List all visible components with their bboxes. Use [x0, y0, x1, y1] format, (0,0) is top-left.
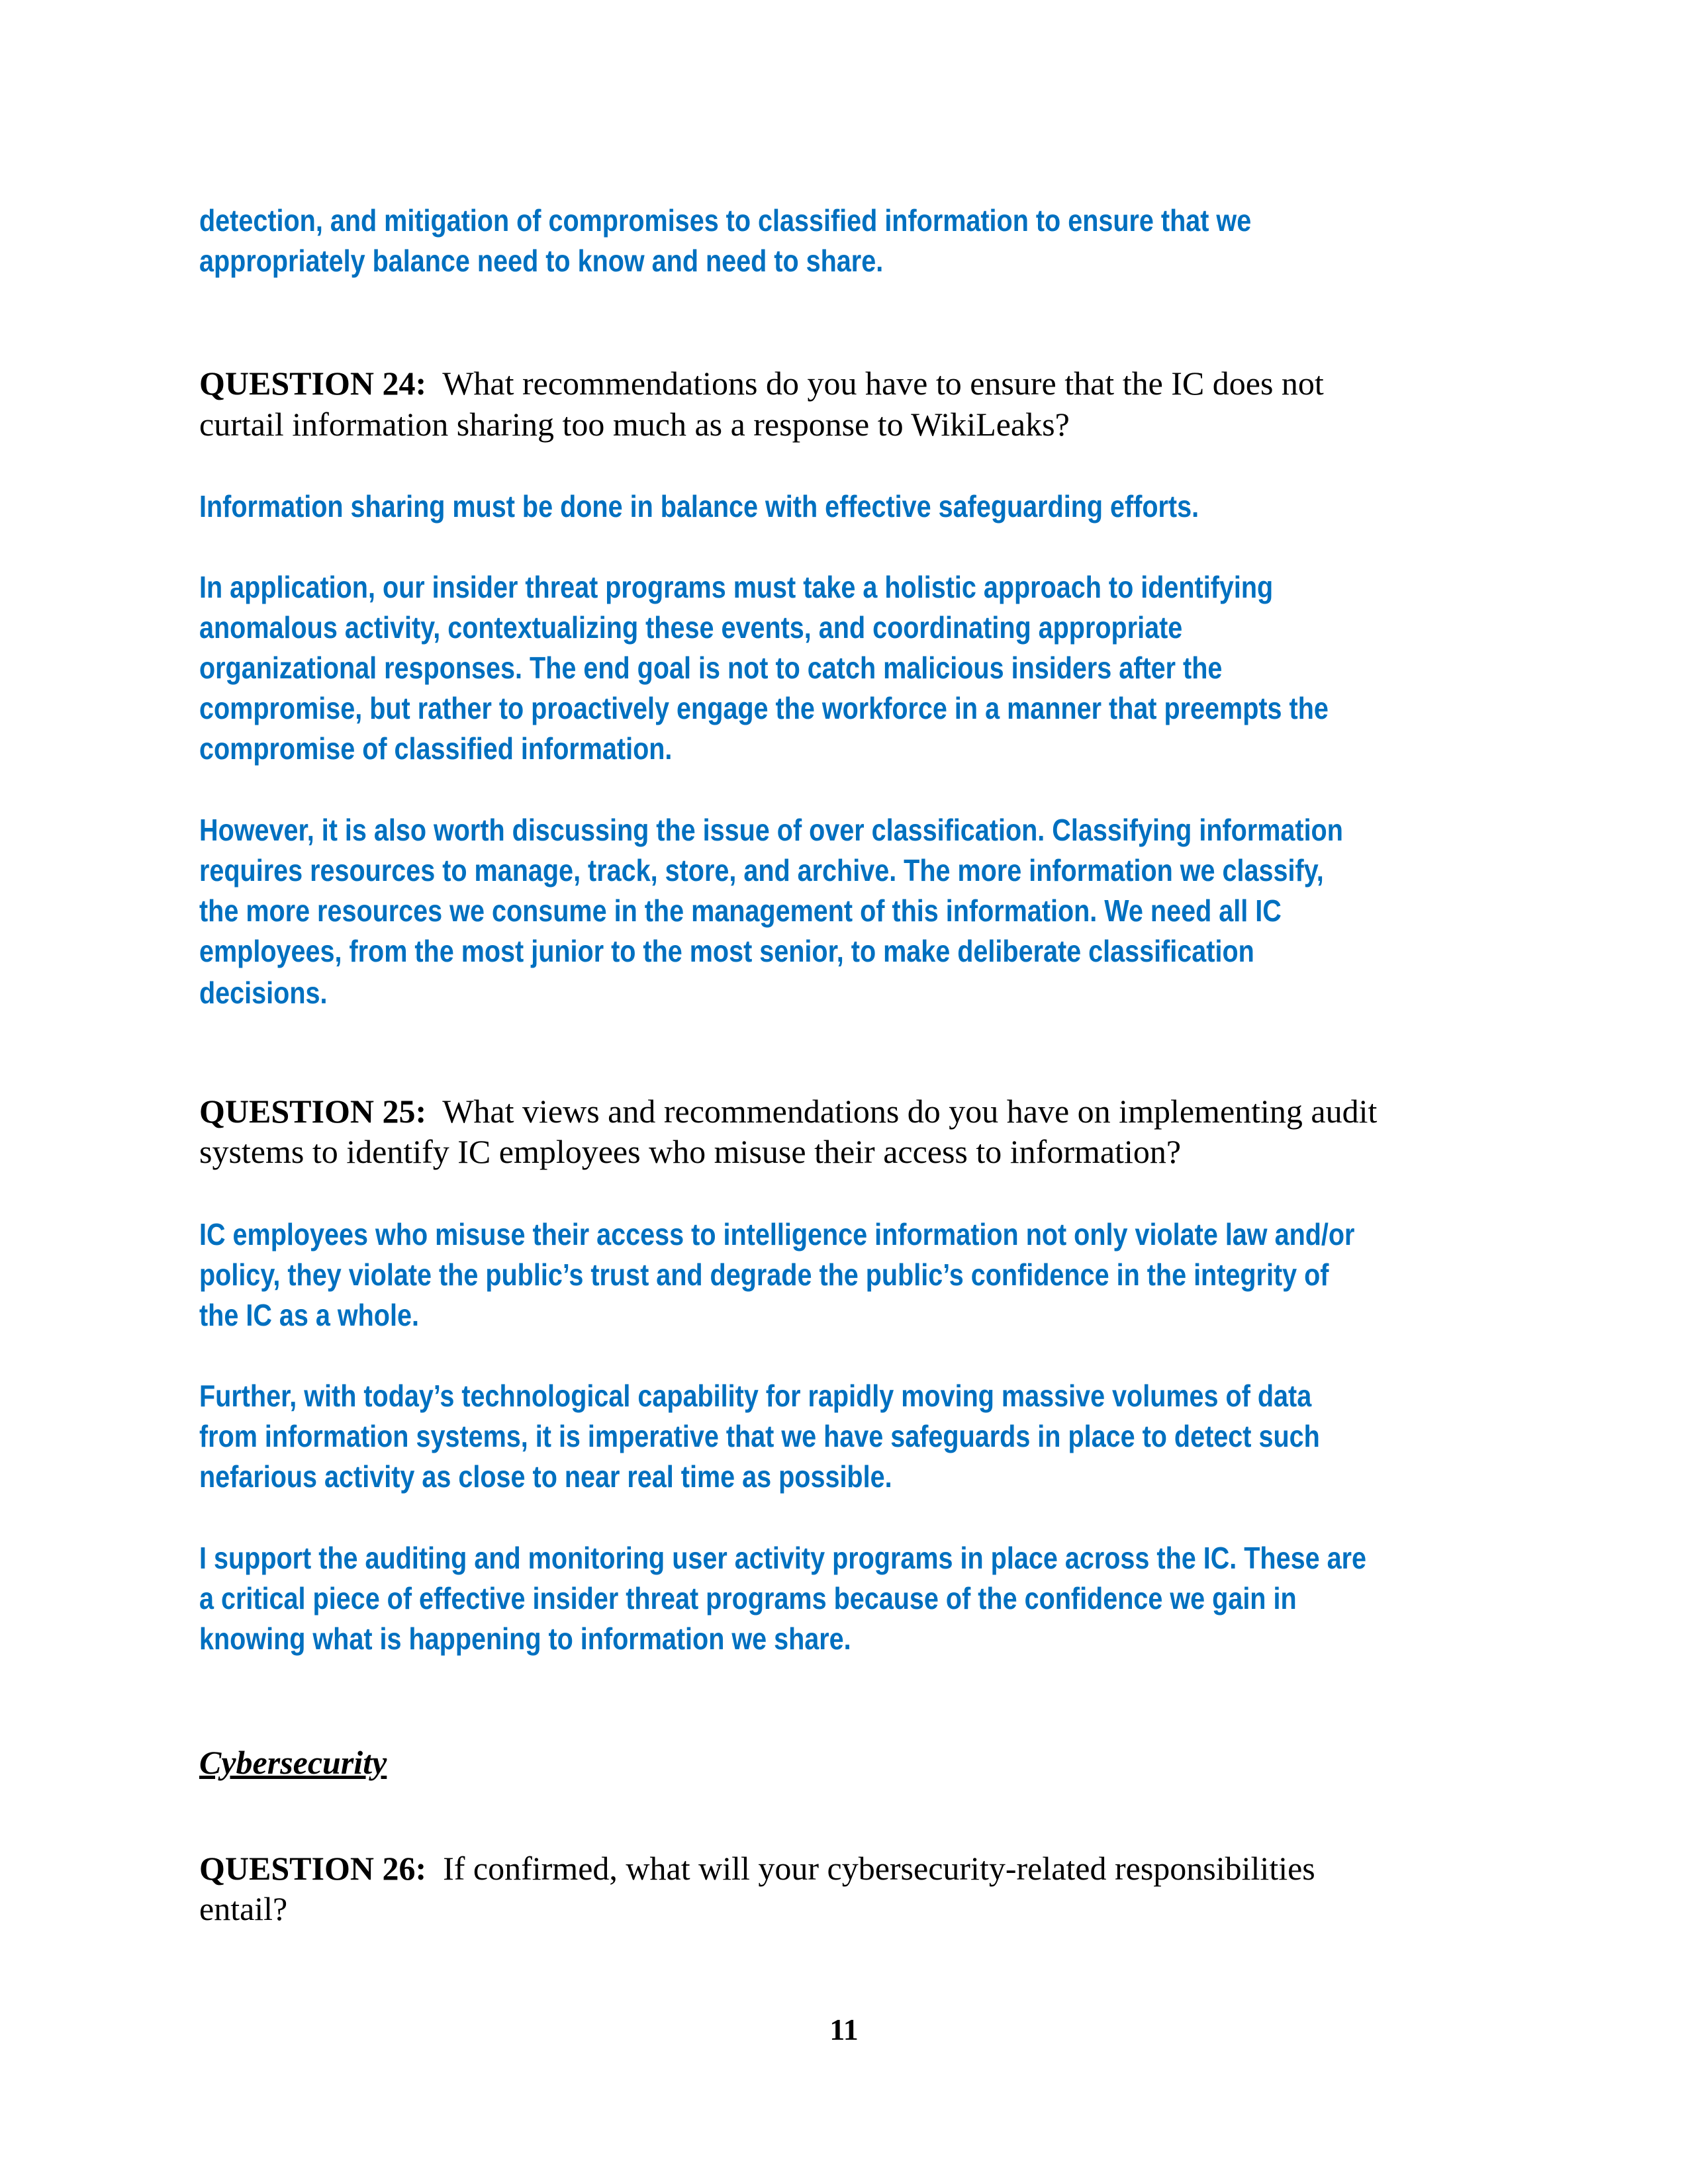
answer-line: compromise of classified information. [199, 731, 673, 766]
question-text: curtail information sharing too much as a response to WikiLeaks? [199, 406, 1070, 443]
answer-line: However, it is also worth discussing the issue of over classification. Classifying information [199, 813, 1343, 847]
page-number: 11 [829, 2013, 859, 2046]
section-heading: Cybersecurity [199, 1744, 387, 1781]
question-label: QUESTION 25: [199, 1093, 427, 1130]
answer-line: nefarious activity as close to near real time as possible. [199, 1459, 892, 1494]
answer-line: anomalous activity, contextualizing these events, and coordinating appropriate [199, 610, 1183, 645]
question-26 [199, 1848, 1315, 1889]
question-text: What recommendations do you have to ensure that the IC does not [442, 365, 1324, 402]
answer-line: the more resources we consume in the management of this information. We need all IC [199, 893, 1282, 928]
answer-line: requires resources to manage, track, store, and archive. The more information we classify, [199, 853, 1324, 887]
question-25 [199, 1091, 1377, 1132]
answer-line: organizational responses. The end goal is not to catch malicious insiders after the [199, 651, 1223, 685]
question-24 [199, 363, 1324, 404]
question-text: If confirmed, what will your cybersecurity-related responsibilities [443, 1850, 1315, 1887]
question-text: entail? [199, 1890, 288, 1927]
question-text: What views and recommendations do you have on implementing audit [442, 1093, 1378, 1130]
answer-line: appropriately balance need to know and need to share. [199, 244, 884, 278]
answer-line: decisions. [199, 976, 328, 1010]
answer-line: knowing what is happening to information we share. [199, 1621, 851, 1656]
answer-line: the IC as a whole. [199, 1298, 419, 1332]
answer-line: employees, from the most junior to the most senior, to make deliberate classification [199, 934, 1254, 968]
answer-line: policy, they violate the public’s trust and degrade the public’s confidence in the integrity of [199, 1257, 1329, 1292]
answer-line: I support the auditing and monitoring user activity programs in place across the IC. These are [199, 1541, 1366, 1575]
answer-line: a critical piece of effective insider threat programs because of the confidence we gain in [199, 1581, 1297, 1615]
answer-line: IC employees who misuse their access to intelligence information not only violate law and/or [199, 1217, 1355, 1251]
answer-line: Further, with today’s technological capability for rapidly moving massive volumes of data [199, 1379, 1312, 1413]
answer-line: Information sharing must be done in balance with effective safeguarding efforts. [199, 489, 1199, 523]
answer-line: from information systems, it is imperative that we have safeguards in place to detect such [199, 1419, 1320, 1453]
question-text: systems to identify IC employees who misuse their access to information? [199, 1133, 1182, 1170]
answer-line: In application, our insider threat programs must take a holistic approach to identifying [199, 570, 1274, 604]
answer-line: compromise, but rather to proactively engage the workforce in a manner that preempts the [199, 691, 1329, 725]
question-label: QUESTION 26: [199, 1850, 427, 1887]
answer-line: detection, and mitigation of compromises to classified information to ensure that we [199, 203, 1252, 238]
question-label: QUESTION 24: [199, 365, 427, 402]
